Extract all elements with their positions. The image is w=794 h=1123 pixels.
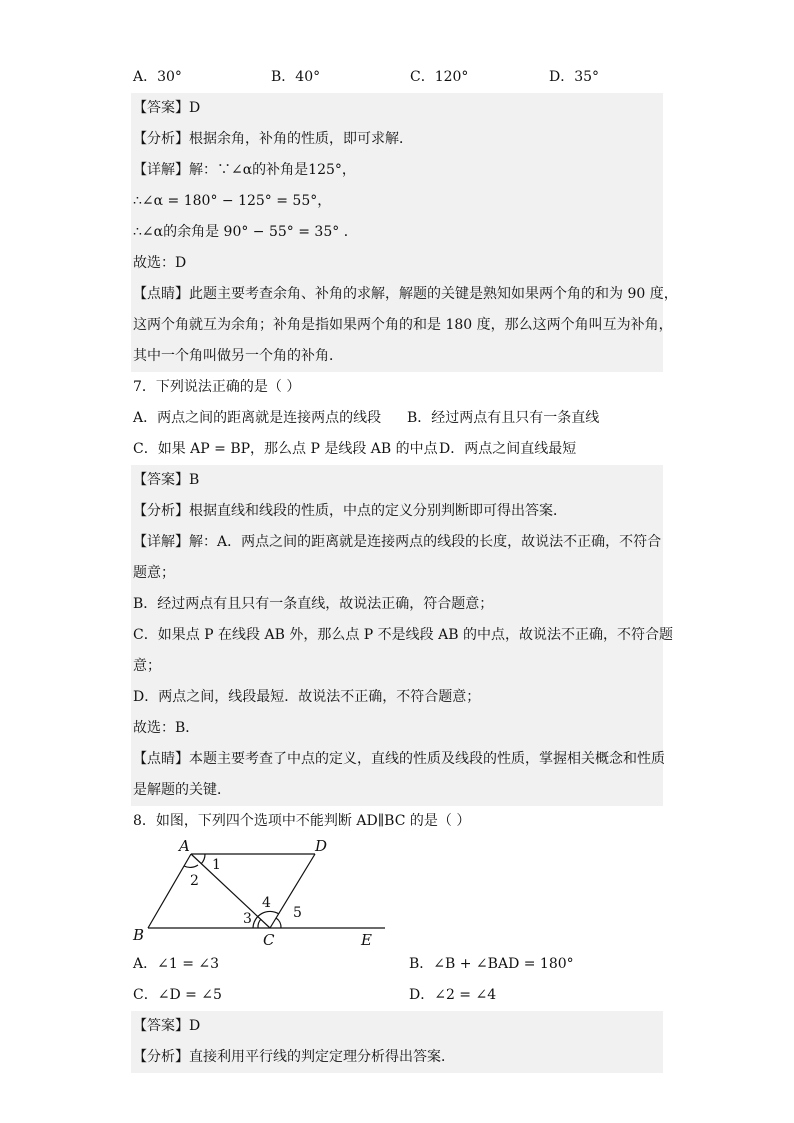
q7-option-d: D．两点之间直线最短 (439, 441, 577, 457)
q7-choice: 故选：B． (133, 720, 200, 736)
q8-options-row2 (131, 980, 663, 1011)
q6-options (131, 62, 663, 93)
q8-solution (131, 1011, 663, 1073)
q6-analysis: 【分析】根据余角，补角的性质，即可求解． (133, 131, 413, 147)
q7-detail-d: D．两点之间，线段最短．故说法不正确，不符合题意； (133, 689, 481, 705)
q7-options-row1 (131, 403, 663, 434)
q8-option-d: D．∠2 = ∠4 (409, 987, 497, 1003)
q6-option-a: A．30° (133, 69, 182, 85)
angle-1-arc (201, 854, 205, 864)
q6-comment-line2: 这两个角就互为余角；补角是指如果两个角的和是 180 度，那么这两个角叫互为补角， (133, 317, 673, 333)
q6-comment-line3: 其中一个角叫做另一个角的补角． (133, 348, 343, 364)
q6-solution (131, 93, 678, 372)
angle-5-arc (276, 918, 281, 928)
q7-solution (131, 465, 673, 806)
angle-3-arc (258, 919, 261, 928)
q6-option-c: C．120° (410, 69, 469, 85)
label-angle-2: 2 (190, 873, 199, 889)
q6-option-d: D．35° (549, 69, 600, 85)
q8-option-b: B．∠B + ∠BAD = 180° (409, 956, 574, 972)
q8-answer: 【答案】D (133, 1018, 201, 1034)
q6-option-b: B．40° (271, 69, 321, 85)
q8-option-c: C．∠D = ∠5 (133, 987, 222, 1003)
q8-stem: 8．如图，下列四个选项中不能判断 AD∥BC 的是（ ） (133, 813, 471, 829)
q7-detail-c-line2: 意； (133, 658, 161, 674)
label-a: A (179, 837, 190, 855)
q7-analysis: 【分析】根据直线和线段的性质，中点的定义分别判断即可得出答案． (133, 503, 567, 519)
q7-option-b: B．经过两点有且只有一条直线 (407, 410, 600, 426)
q7-options-row2 (131, 434, 663, 465)
q7-detail-c-line1: C．如果点 P 在线段 AB 外，那么点 P 不是线段 AB 的中点，故说法不正确，不符合题 (133, 627, 673, 643)
q6-comment-line1: 【点睛】此题主要考查余角、补角的求解，解题的关键是熟知如果两个角的和为 90 度， (133, 286, 678, 302)
q8-analysis: 【分析】直接利用平行线的判定定理分析得出答案． (133, 1049, 455, 1065)
label-angle-3: 3 (243, 911, 252, 927)
q6-answer: 【答案】D (133, 100, 201, 116)
q6-step1: ∴∠α = 180° − 125° = 55°， (133, 193, 332, 209)
q8-options-row1 (131, 949, 663, 980)
q7-option-c: C．如果 AP = BP，那么点 P 是线段 AB 的中点 (133, 441, 438, 457)
q6-step2: ∴∠α的余角是 90° − 55° = 35° ． (133, 224, 358, 240)
q8-option-a: A．∠1 = ∠3 (133, 956, 220, 972)
q7-detail-line2: 题意； (133, 565, 175, 581)
label-angle-5: 5 (293, 905, 302, 921)
q7-comment-line1: 【点睛】本题主要考查了中点的定义，直线的性质及线段的性质，掌握相关概念和性质 (133, 751, 665, 767)
document-page (131, 62, 678, 1073)
q7-stem: 7．下列说法正确的是（ ） (133, 379, 301, 395)
q7-answer: 【答案】B (133, 472, 200, 488)
q7-detail-line1: 【详解】解：A．两点之间的距离就是连接两点的线段的长度，故说法不正确，不符合 (133, 534, 662, 550)
label-angle-4: 4 (262, 895, 271, 911)
segment-ab (148, 854, 191, 928)
q6-choice: 故选：D (133, 255, 187, 271)
q7-comment-line2: 是解题的关键． (133, 782, 231, 798)
q7-detail-b: B．经过两点有且只有一条直线，故说法正确，符合题意； (133, 596, 494, 612)
q8-geometry-figure (131, 837, 663, 949)
q6-detail: 【详解】解：∵∠α的补角是125°， (133, 162, 356, 178)
label-angle-1: 1 (212, 857, 221, 873)
angle-2-arc (184, 865, 198, 867)
q7-option-a: A．两点之间的距离就是连接两点的线段 (133, 410, 382, 426)
label-e: E (361, 931, 372, 949)
label-c: C (263, 931, 275, 949)
parallelogram-diagram (131, 837, 401, 949)
label-d: D (315, 837, 328, 855)
label-b: B (133, 926, 145, 944)
